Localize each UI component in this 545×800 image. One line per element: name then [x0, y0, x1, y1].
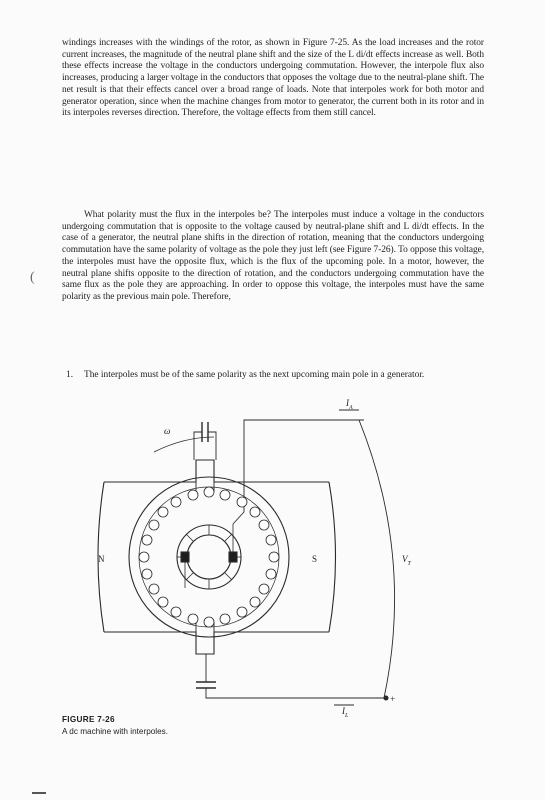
figure-caption-label: FIGURE 7-26: [62, 715, 115, 724]
vt-label: $V_T$: [402, 554, 411, 567]
plus-terminal-label: +: [390, 694, 396, 704]
il-label: $I_L$: [342, 706, 349, 719]
brush-left: [181, 552, 189, 562]
numbered-list-item: [66, 370, 484, 382]
body-paragraph-1: windings increases with the windings of the rotor, as shown in Figure 7-25. As the load increases and the rotor current increases, the magnitude of the neutral plane shift and the size of the L di/dt effects increase as well. Both these effects increase the voltage in the conductors undergoing commutation. However, the interpole flux also increases, producing a larger voltage in the conductors that opposes the voltage due to the neutral-plane shift. The net result is that their effects cancel over a broad range of loads. Note that interpoles work for both motor and generator operation, since when the machine changes from motor to generator, the current both in its rotor and in its interpoles reverses direction. Therefore, the voltage effects from them still cancel.: [62, 38, 484, 119]
pole-n-label: N: [98, 554, 105, 564]
rotor-conductors: [139, 487, 279, 627]
rotation-arrow: [154, 437, 214, 452]
margin-bracket-mark: (: [30, 270, 35, 285]
omega-label: ω: [164, 426, 171, 436]
commutator-inner: [187, 535, 231, 579]
terminal-voltage-arc: [359, 420, 395, 698]
list-number: 1.: [66, 370, 74, 380]
rotor-outer-circle: [129, 477, 289, 637]
stator-right-side: [329, 482, 336, 632]
stator-bottom-outline: [104, 632, 329, 654]
brush-right: [229, 552, 237, 562]
dc-machine-figure: [84, 392, 424, 719]
figure-caption-text: A dc machine with interpoles.: [62, 727, 169, 736]
page-corner-mark: [32, 792, 46, 794]
list-text: The interpoles must be of the same polarity as the next upcoming main pole in a generator.: [84, 370, 425, 380]
stator-top-outline: [104, 460, 329, 482]
ia-label: $I_A$: [346, 398, 353, 411]
pole-s-label: S: [312, 554, 318, 564]
body-paragraph-2: What polarity must the flux in the interpoles be? The interpoles must induce a voltage in the conductors undergoing commutation that is opposite to the voltage caused by neutral-plane shift and L di/dt effects. In the case of a generator, the neutral plane shifts in the direction of rotation, meaning that the conductors undergoing commutation have the same polarity of voltage as the pole they just left (see Figure 7-26). To oppose this voltage, the interpoles must have the opposite flux, which is the flux of the upcoming pole. In a motor, however, the neutral plane shifts opposite to the direction of rotation, and the conductors undergoing commutation have the same flux as the pole they are approaching. In order to oppose this voltage, the interpoles must have the same polarity as the previous main pole. Therefore,: [62, 210, 484, 302]
